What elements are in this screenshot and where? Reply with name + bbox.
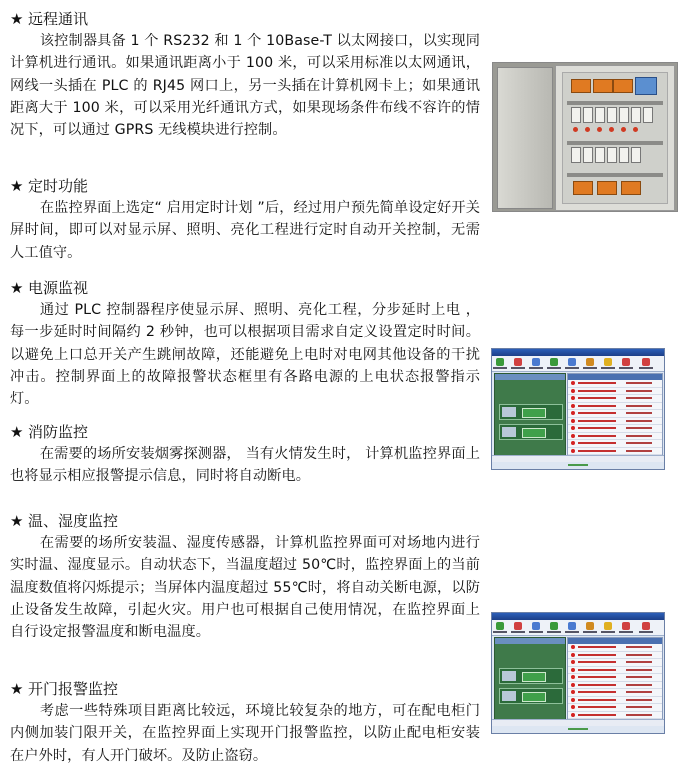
warning-icon: [604, 358, 612, 366]
status-text: [626, 435, 652, 437]
toolbar-icon: [622, 358, 630, 366]
alarm-row: [568, 682, 662, 690]
section-body: 在监控界面上选定“ 启用定时计划 ”后，经过用户预先简单设定好开关屏时间，即可以对显示屏、照明、亮化工程进行定时自动开关控制，无需人工值守。: [10, 200, 480, 261]
section-door-alarm: [10, 678, 480, 767]
toolbar-icon: [642, 358, 650, 366]
status-bar: [492, 719, 664, 726]
status-text: [626, 412, 652, 414]
indicator-light: [633, 127, 638, 132]
alarm-light: [571, 426, 575, 430]
alarm-text: [578, 706, 616, 708]
alarm-text: [578, 420, 616, 422]
breaker: [643, 107, 653, 123]
status-text: [626, 646, 652, 648]
window-titlebar: [492, 349, 664, 356]
toolbar-label: [583, 367, 597, 369]
status-bar: [492, 455, 664, 462]
alarm-light: [571, 396, 575, 400]
alarm-row: [568, 674, 662, 682]
toolbar-label: [529, 631, 543, 633]
toolbar-icon: [586, 358, 594, 366]
star-icon: ★: [10, 10, 24, 28]
alarm-row: [568, 403, 662, 411]
toolbar-icon: [586, 622, 594, 630]
alarm-row: [568, 388, 662, 396]
status-text: [626, 382, 652, 384]
alarm-text: [578, 646, 616, 648]
alarm-row: [568, 433, 662, 441]
alarm-text: [578, 450, 616, 452]
toolbar-label: [529, 367, 543, 369]
section-power-monitoring: [10, 277, 480, 410]
alarm-status-panel: [567, 373, 663, 457]
alarm-light: [571, 441, 575, 445]
terminal-block: [593, 79, 613, 93]
din-rail: [567, 141, 663, 145]
toolbar-label: [565, 367, 579, 369]
breaker: [583, 147, 593, 163]
alarm-light: [571, 660, 575, 664]
alarm-text: [578, 699, 616, 701]
alarm-text: [578, 442, 616, 444]
breaker: [619, 147, 629, 163]
device-button: [522, 692, 546, 702]
breaker: [631, 147, 641, 163]
alarm-text: [578, 714, 616, 716]
section-title: [10, 277, 480, 299]
section-title: [10, 678, 480, 700]
toolbar: [492, 620, 664, 636]
alarm-row: [568, 704, 662, 712]
alarm-text: [578, 654, 616, 656]
alarm-light: [571, 675, 575, 679]
alarm-light: [571, 411, 575, 415]
terminal-block: [571, 79, 591, 93]
cabinet-door: [555, 65, 675, 211]
alarm-light: [571, 381, 575, 385]
terminal-block: [613, 79, 633, 93]
toolbar-icon: [642, 622, 650, 630]
toolbar-icon: [568, 622, 576, 630]
terminal-block: [597, 181, 617, 195]
alarm-text: [578, 676, 616, 678]
breaker: [583, 107, 593, 123]
toolbar-icon: [514, 622, 522, 630]
device-image: [502, 671, 516, 681]
toolbar-icon: [496, 358, 504, 366]
section-body: 在需要的场所安装温、湿度传感器，计算机监控界面可对场地内进行实时温、湿度显示。自动状态下，当温度超过 50℃时，监控界面上的当前温度数值将闪烁提示；当屏体内温度超过 55℃时，将自动关断电源，以防止设备发生故障，引起火灾。用户也可根据自己使用情况，在监控界面上自行设定报警温度和断电温度。: [10, 535, 480, 641]
status-text: [626, 676, 652, 678]
footer-text: [568, 728, 588, 730]
status-text: [626, 691, 652, 693]
footer-text: [568, 464, 588, 466]
software-screenshot-2: [491, 612, 665, 734]
section-title: [10, 421, 480, 443]
toolbar-label: [493, 367, 507, 369]
alarm-light: [571, 690, 575, 694]
din-rail: [567, 101, 663, 105]
device-tile: [499, 668, 563, 684]
toolbar-icon: [550, 622, 558, 630]
toolbar-label: [511, 367, 525, 369]
breaker: [607, 147, 617, 163]
toolbar-label: [601, 631, 615, 633]
warning-icon: [604, 622, 612, 630]
panel-header: [495, 374, 565, 380]
status-text: [626, 427, 652, 429]
section-title: [10, 175, 480, 197]
device-tile: [499, 424, 563, 440]
panel-header: [495, 638, 565, 644]
breaker: [595, 147, 605, 163]
status-text: [626, 390, 652, 392]
status-text: [626, 450, 652, 452]
alarm-light: [571, 698, 575, 702]
alarm-light: [571, 434, 575, 438]
alarm-light: [571, 705, 575, 709]
toolbar-label: [547, 631, 561, 633]
status-text: [626, 669, 652, 671]
device-image: [502, 691, 516, 701]
toolbar-label: [639, 367, 653, 369]
device-button: [522, 408, 546, 418]
cabinet-photo: [492, 62, 678, 212]
alarm-light: [571, 713, 575, 717]
status-text: [626, 699, 652, 701]
breaker: [619, 107, 629, 123]
status-text: [626, 714, 652, 716]
alarm-light: [571, 419, 575, 423]
status-text: [626, 654, 652, 656]
din-rail: [567, 173, 663, 177]
star-icon: ★: [10, 279, 24, 297]
alarm-text: [578, 390, 616, 392]
device-tile: [499, 688, 563, 704]
toolbar-icon: [532, 622, 540, 630]
power-supply-module: [635, 77, 657, 95]
terminal-block: [621, 181, 641, 195]
indicator-light: [609, 127, 614, 132]
star-icon: ★: [10, 512, 24, 530]
star-icon: ★: [10, 423, 24, 441]
software-screenshot-1: [491, 348, 665, 470]
toolbar-label: [619, 367, 633, 369]
alarm-row: [568, 418, 662, 426]
section-body: 通过 PLC 控制器程序使显示屏、照明、亮化工程，分步延时上电 ，每一步延时时间隔约 2 秒钟，也可以根据项目需求自定义设置定时时间。以避免上口总开关产生跳闸故障，还能避免上电时对电网其他设备的干扰冲击。控制界面上的故障报警状态框里有各路电源的上电状态报警指示灯。: [10, 302, 480, 408]
alarm-row: [568, 440, 662, 448]
breaker: [631, 107, 641, 123]
alarm-text: [578, 661, 616, 663]
status-text: [626, 420, 652, 422]
star-icon: ★: [10, 680, 24, 698]
toolbar-label: [583, 631, 597, 633]
section-body: 考虑一些特殊项目距离比较远，环境比较复杂的地方，可在配电柜门内侧加装门限开关，在监控界面上实现开门报警监控，以防止配电柜安装在户外时，有人开门破坏。及防止盗窃。: [10, 703, 480, 764]
section-title-text: 开门报警监控: [28, 680, 119, 698]
status-text: [626, 405, 652, 407]
alarm-row: [568, 667, 662, 675]
section-title: [10, 510, 480, 532]
toolbar-icon: [514, 358, 522, 366]
alarm-light: [571, 645, 575, 649]
section-title-text: 电源监视: [28, 279, 89, 297]
terminal-block: [573, 181, 593, 195]
device-panel: [494, 637, 566, 721]
section-body: 该控制器具备 1 个 RS232 和 1 个 10Base-T 以太网接口，以实现同计算机进行通讯。如果通讯距离小于 100 米，可以采用标准以太网通讯，网线一头插在 PLC 的 RJ45 网口上，另一头插在计算机网卡上；如果通讯距离大于 100 米，可以采用光纤通讯方式，如果现场条件布线不容许的情况下，可以通过 GPRS 无线模块进行控制。: [10, 33, 480, 139]
section-timer-function: [10, 175, 480, 264]
toolbar-label: [493, 631, 507, 633]
alarm-light: [571, 668, 575, 672]
status-text: [626, 661, 652, 663]
indicator-light: [621, 127, 626, 132]
alarm-text: [578, 412, 616, 414]
alarm-light: [571, 389, 575, 393]
toolbar-icon: [496, 622, 504, 630]
device-image: [502, 427, 516, 437]
window-titlebar: [492, 613, 664, 620]
indicator-light: [573, 127, 578, 132]
breaker: [571, 107, 581, 123]
alarm-text: [578, 382, 616, 384]
status-text: [626, 442, 652, 444]
section-temp-humidity: [10, 510, 480, 643]
cabinet-interior: [562, 72, 668, 204]
section-title-text: 消防监控: [28, 423, 89, 441]
toolbar-label: [639, 631, 653, 633]
alarm-row: [568, 644, 662, 652]
alarm-light: [571, 404, 575, 408]
toolbar-icon: [550, 358, 558, 366]
section-title-text: 定时功能: [28, 177, 89, 195]
alarm-text: [578, 691, 616, 693]
alarm-text: [578, 427, 616, 429]
toolbar-label: [565, 631, 579, 633]
alarm-light: [571, 449, 575, 453]
alarm-text: [578, 397, 616, 399]
breaker: [571, 147, 581, 163]
alarm-row: [568, 448, 662, 456]
alarm-light: [571, 683, 575, 687]
status-text: [626, 684, 652, 686]
status-text: [626, 397, 652, 399]
window-footer: [492, 726, 664, 733]
toolbar-label: [511, 631, 525, 633]
toolbar-label: [547, 367, 561, 369]
star-icon: ★: [10, 177, 24, 195]
toolbar-icon: [622, 622, 630, 630]
alarm-row: [568, 712, 662, 720]
breaker: [595, 107, 605, 123]
device-button: [522, 672, 546, 682]
section-body: 在需要的场所安装烟雾探测器， 当有火情发生时， 计算机监控界面上也将显示相应报警提示信息，同时将自动断电。: [10, 446, 480, 485]
section-title-text: 远程通讯: [28, 10, 89, 28]
section-fire-monitoring: [10, 421, 480, 488]
alarm-row: [568, 689, 662, 697]
window-footer: [492, 462, 664, 469]
section-title: [10, 8, 480, 30]
alarm-light: [571, 653, 575, 657]
device-tile: [499, 404, 563, 420]
device-panel: [494, 373, 566, 457]
device-image: [502, 407, 516, 417]
alarm-status-panel: [567, 637, 663, 721]
alarm-text: [578, 435, 616, 437]
status-text: [626, 706, 652, 708]
alarm-row: [568, 410, 662, 418]
toolbar: [492, 356, 664, 372]
section-remote-communication: [10, 8, 480, 141]
toolbar-label: [619, 631, 633, 633]
indicator-light: [597, 127, 602, 132]
toolbar-icon: [532, 358, 540, 366]
alarm-row: [568, 697, 662, 705]
alarm-text: [578, 669, 616, 671]
alarm-text: [578, 684, 616, 686]
device-button: [522, 428, 546, 438]
toolbar-label: [601, 367, 615, 369]
toolbar-icon: [568, 358, 576, 366]
indicator-light: [585, 127, 590, 132]
alarm-row: [568, 380, 662, 388]
alarm-row: [568, 652, 662, 660]
alarm-row: [568, 395, 662, 403]
section-title-text: 温、湿度监控: [28, 512, 119, 530]
alarm-row: [568, 425, 662, 433]
breaker: [607, 107, 617, 123]
alarm-row: [568, 659, 662, 667]
cabinet-body: [497, 67, 553, 209]
alarm-text: [578, 405, 616, 407]
